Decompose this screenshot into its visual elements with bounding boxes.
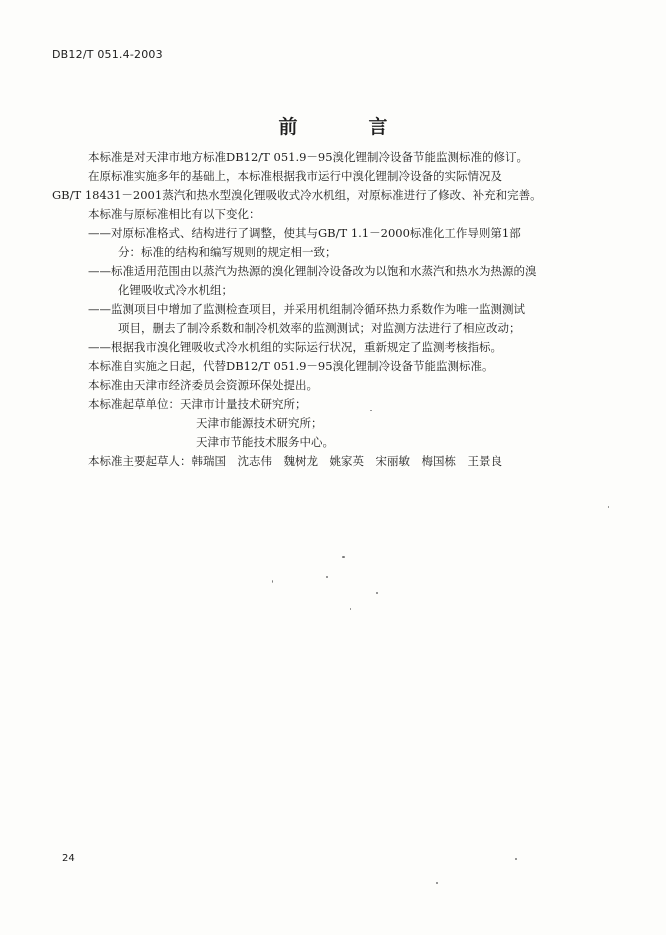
scan-speck: [608, 506, 609, 508]
paragraph-proposer: 本标准由天津市经济委员会资源环保处提出。: [88, 378, 318, 392]
drafting-units-line-1: [88, 395, 608, 414]
drafting-unit-3: 天津市节能技术服务中心。: [196, 435, 334, 449]
foreword-body: [52, 148, 608, 471]
drafting-units-line-3: [88, 433, 608, 452]
paragraph-drafters: 本标准主要起草人：韩瑞国 沈志伟 魏树龙 姚家英 宋丽敏 梅国栋 王景良: [88, 454, 502, 468]
drafting-units-line-2: [88, 414, 608, 433]
change-item-3-line-2: 项目，删去了制冷系数和制冷机效率的监测测试；对监测方法进行了相应改动；: [118, 321, 521, 335]
drafting-unit-1: 天津市计量技术研究所；: [180, 397, 307, 411]
paragraph-changes-intro: 本标准与原标准相比有以下变化：: [88, 207, 261, 221]
drafting-units-label: 本标准起草单位：: [88, 397, 180, 411]
change-item-2-line-1: ——标准适用范围由以蒸汽为热源的溴化锂制冷设备改为以饱和水蒸汽和热水为热源的溴: [88, 264, 537, 278]
scan-speck: [326, 576, 328, 578]
standard-code-header: DB12/T 051.4-2003: [52, 48, 163, 61]
change-item-4: ——根据我市溴化锂吸收式冷水机组的实际运行状况，重新规定了监测考核指标。: [88, 340, 502, 354]
change-item-2-line-2: 化锂吸收式冷水机组；: [118, 283, 233, 297]
scan-speck: [436, 882, 438, 884]
scan-speck: [370, 410, 372, 411]
paragraph-revision-note: 本标准是对天津市地方标准DB12/T 051.9－95溴化锂制冷设备节能监测标准的修订。: [88, 150, 529, 164]
drafting-unit-2: 天津市能源技术研究所；: [196, 416, 323, 430]
paragraph-basis-line-2: GB/T 18431－2001蒸汽和热水型溴化锂吸收式冷水机组，对原标准进行了修改、补充和完善。: [52, 188, 542, 202]
scan-speck: [350, 608, 351, 610]
page-title: 前 言: [278, 116, 414, 138]
scan-speck: [272, 580, 273, 583]
change-item-3-line-1: ——监测项目中增加了监测检查项目，并采用机组制冷循环热力系数作为唯一监测测试: [88, 302, 525, 316]
page-number: 24: [62, 853, 75, 864]
scan-speck: [376, 592, 378, 594]
scan-speck: [515, 858, 517, 860]
paragraph-replacement: 本标准自实施之日起，代替DB12/T 051.9－95溴化锂制冷设备节能监测标准。: [88, 359, 494, 373]
scan-speck: [342, 556, 345, 558]
change-item-1-line-1: ——对原标准格式、结构进行了调整，使其与GB/T 1.1－2000标准化工作导则第1部: [88, 226, 521, 240]
paragraph-basis-line-1: 在原标准实施多年的基础上，本标准根据我市运行中溴化锂制冷设备的实际情况及: [88, 169, 502, 183]
change-item-1-line-2: 分：标准的结构和编写规则的规定相一致；: [118, 245, 337, 259]
